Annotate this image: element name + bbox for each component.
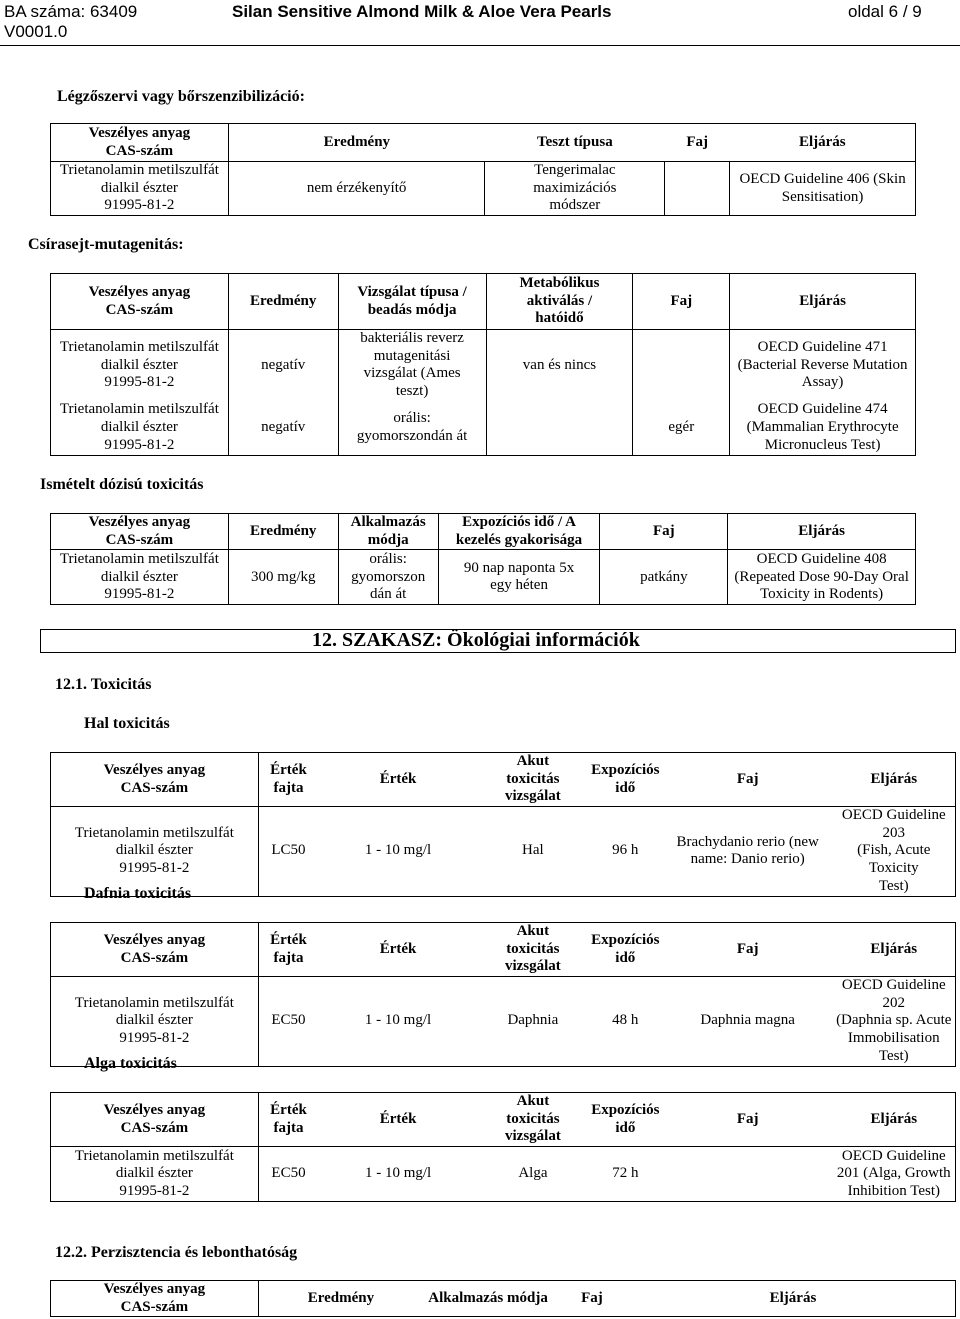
col-application: Alkalmazás módja bbox=[338, 514, 438, 550]
cell-h-exp-1: Expozíciós bbox=[591, 1101, 660, 1118]
col-value bbox=[318, 1093, 478, 1147]
cell-h-exp-2: idő bbox=[615, 779, 636, 796]
cell-h-kind-2: fajta bbox=[273, 1119, 304, 1136]
cell-m2: (Fish, Acute Toxicity bbox=[857, 842, 931, 877]
product-name: Silan Sensitive Almond Milk & Aloe Vera Pearls bbox=[232, 2, 612, 21]
cell-h-cas: CAS-szám bbox=[120, 779, 189, 796]
cell-h-method: Eljárás bbox=[870, 940, 918, 957]
eco-table-title: Hal toxicitás bbox=[84, 715, 170, 732]
cell-exp: 72 h bbox=[612, 1165, 639, 1182]
cell-sp2: name: Danio rerio) bbox=[690, 851, 805, 868]
cell-h-test-1: Akut bbox=[516, 753, 550, 769]
toxicity-subtitle: 12.1. Toxicitás bbox=[55, 676, 152, 693]
cell-h-kind-1: Érték bbox=[270, 761, 307, 778]
col-result: Eredmény bbox=[228, 124, 485, 162]
cell-h-test-2: toxicitás bbox=[506, 1110, 560, 1127]
cell-kind: LC50 bbox=[271, 842, 306, 859]
cell-m3: Immobilisation Test) bbox=[847, 1030, 940, 1064]
table-row: Trietanolamin metilszulfát dialkil észter 91995-81-2 negatív orális: gyomorszondán át egér OECD Guideline 474 (Mammalian Erythrocyte Micronucleus Test) bbox=[51, 401, 916, 456]
col-substance bbox=[51, 1093, 259, 1147]
col-value bbox=[318, 923, 478, 977]
table-row: Trietanolamin metilszulfát dialkil észter 91995-81-2 300 mg/kg orális: gyomorszon dán át 90 nap naponta 5x egy héten patkány OECD Guideline 408 (Repeated Dose 90-Day Oral Toxicity in Rodents) bbox=[51, 550, 916, 605]
cell-m3: Inhibition Test) bbox=[847, 1182, 940, 1199]
col-application: Alkalmazás módja bbox=[423, 1281, 553, 1317]
cell-h-value: Érték bbox=[379, 770, 417, 787]
cell-exp: 96 h bbox=[612, 842, 639, 859]
cell-test: Alga bbox=[518, 1165, 548, 1182]
col-result: Eredmény bbox=[228, 274, 338, 330]
col-value-kind bbox=[258, 1093, 318, 1147]
cell-s2: dialkil észter bbox=[115, 842, 193, 859]
test-type-cell: Tengerimalac maximizációs módszer bbox=[485, 162, 665, 216]
col-test-type: Vizsgálat típusa / beadás módja bbox=[338, 274, 486, 330]
cell-s2: dialkil észter bbox=[115, 1165, 193, 1182]
col-test bbox=[478, 923, 588, 977]
col-species bbox=[663, 753, 833, 807]
cell-s1: Trietanolamin metilszulfát bbox=[74, 994, 234, 1011]
cell-h-species: Faj bbox=[736, 770, 759, 787]
cell-h-substance: Veszélyes anyag bbox=[103, 1101, 206, 1118]
cell-m1: OECD Guideline 203 bbox=[841, 807, 946, 841]
cell-kind: EC50 bbox=[271, 1012, 306, 1029]
result-cell: nem érzékenyítő bbox=[228, 162, 485, 216]
cell-h-test-2: toxicitás bbox=[506, 940, 560, 957]
cell-value: 1 - 10 mg/l bbox=[364, 842, 432, 859]
col-species bbox=[663, 923, 833, 977]
cell-kind: EC50 bbox=[271, 1165, 306, 1182]
cell-cas: 91995-81-2 bbox=[119, 860, 190, 877]
cell-test: Daphnia bbox=[507, 1012, 559, 1029]
cell-h-test-3: vizsgálat bbox=[505, 1128, 561, 1145]
method-cell: OECD Guideline 406 (Skin Sensitisation) bbox=[730, 162, 916, 216]
persistence-table bbox=[50, 1280, 956, 1317]
page-number: oldal 6 / 9 bbox=[848, 2, 922, 21]
table-row bbox=[51, 807, 956, 896]
col-substance: Veszélyes anyag CAS-szám bbox=[51, 1281, 259, 1317]
col-exposure bbox=[588, 1093, 663, 1147]
cell-m3: Test) bbox=[878, 877, 909, 894]
eco-table-title: Dafnia toxicitás bbox=[84, 885, 192, 902]
col-method: Eljárás bbox=[730, 274, 916, 330]
cell-h-value: Érték bbox=[379, 940, 417, 957]
mutagenicity-table bbox=[50, 273, 916, 456]
cell-h-exp-1: Expozíciós bbox=[591, 931, 660, 948]
cell-h-exp-2: idő bbox=[615, 949, 636, 966]
col-exposure bbox=[588, 923, 663, 977]
cell-h-kind-1: Érték bbox=[270, 931, 307, 948]
cell-h-exp-1: Expozíciós bbox=[591, 761, 660, 778]
cell-value: 1 - 10 mg/l bbox=[364, 1165, 432, 1182]
col-method bbox=[833, 753, 956, 807]
col-value bbox=[318, 753, 478, 807]
col-exposure: Expozíciós idő / A kezelés gyakorisága bbox=[438, 514, 600, 550]
cell-value: 1 - 10 mg/l bbox=[364, 1012, 432, 1029]
cell-h-kind-2: fajta bbox=[273, 779, 304, 796]
eco-toxicity-table bbox=[50, 1092, 956, 1202]
table-row bbox=[51, 1147, 956, 1202]
col-substance: Veszélyes anyag CAS-szám bbox=[51, 274, 229, 330]
col-substance: Veszélyes anyag CAS-szám bbox=[51, 124, 229, 162]
cell-m2: 201 (Alga, Growth bbox=[836, 1165, 951, 1182]
col-method: Eljárás bbox=[631, 1281, 956, 1317]
cell-sp1: Daphnia magna bbox=[700, 1012, 795, 1029]
cell-h-method: Eljárás bbox=[870, 1110, 918, 1127]
cell-h-value: Érték bbox=[379, 1110, 417, 1127]
cell-h-test-2: toxicitás bbox=[506, 770, 560, 787]
col-substance bbox=[51, 923, 259, 977]
cell-m1: OECD Guideline bbox=[841, 1147, 946, 1164]
cell-h-substance: Veszélyes anyag bbox=[103, 761, 206, 778]
version: V0001.0 bbox=[4, 22, 68, 41]
col-value-kind bbox=[258, 923, 318, 977]
persistence-title: 12.2. Perzisztencia és lebonthatóság bbox=[55, 1244, 298, 1261]
col-species: Faj bbox=[633, 274, 730, 330]
table-row: Trietanolamin metilszulfát dialkil észter 91995-81-2 negatív bakteriális reverz mutagenitási vizsgálat (Ames teszt) van és nincs OECD Guideline 471 (Bacterial Reverse Mutation Assay) bbox=[51, 330, 916, 401]
species-cell bbox=[665, 162, 730, 216]
eco-toxicity-table bbox=[50, 922, 956, 1067]
cell-h-test-3: vizsgálat bbox=[504, 958, 561, 975]
cell-sp1: Brachydanio rerio (new bbox=[676, 833, 819, 850]
cell-cas: 91995-81-2 bbox=[119, 1182, 190, 1199]
cell-s1: Trietanolamin metilszulfát bbox=[74, 824, 234, 841]
mutagenicity-title: Csírasejt-mutagenitás: bbox=[28, 236, 184, 253]
cell-h-substance: Veszélyes anyag bbox=[103, 931, 206, 948]
cell-s2: dialkil észter bbox=[115, 1012, 193, 1029]
repeated-dose-table bbox=[50, 513, 916, 605]
col-result: Eredmény bbox=[258, 1281, 423, 1317]
cell-h-kind-1: Érték bbox=[270, 1101, 307, 1118]
section-12-title: 12. SZAKASZ: Ökológiai információk bbox=[312, 629, 640, 651]
cell-h-species: Faj bbox=[736, 940, 759, 957]
col-value-kind bbox=[258, 753, 318, 807]
eco-table-title: Alga toxicitás bbox=[84, 1055, 177, 1072]
col-exposure bbox=[588, 753, 663, 807]
col-species bbox=[663, 1093, 833, 1147]
cell-h-species: Faj bbox=[736, 1110, 759, 1127]
col-species: Faj bbox=[553, 1281, 631, 1317]
table-row bbox=[51, 977, 956, 1066]
col-test-type: Teszt típusa bbox=[485, 124, 665, 162]
cell-h-cas: CAS-szám bbox=[120, 949, 189, 966]
col-test bbox=[478, 753, 588, 807]
cell-cas: 91995-81-2 bbox=[119, 1030, 190, 1047]
col-result: Eredmény bbox=[228, 514, 338, 550]
eco-toxicity-table bbox=[50, 752, 956, 897]
repeated-dose-title: Ismételt dózisú toxicitás bbox=[40, 476, 204, 493]
col-method: Eljárás bbox=[730, 124, 916, 162]
col-method: Eljárás bbox=[728, 514, 916, 550]
substance-cell: Trietanolamin metilszulfát dialkil észter 91995-81-2 bbox=[51, 162, 229, 216]
col-substance: Veszélyes anyag CAS-szám bbox=[51, 514, 229, 550]
col-test bbox=[478, 1093, 588, 1147]
cell-h-method: Eljárás bbox=[870, 770, 918, 787]
col-substance bbox=[51, 753, 259, 807]
cell-m2: (Daphnia sp. Acute bbox=[836, 1012, 952, 1029]
cell-h-test-3: vizsgálat bbox=[504, 788, 561, 805]
header-divider bbox=[0, 45, 960, 46]
col-species: Faj bbox=[600, 514, 728, 550]
col-species: Faj bbox=[665, 124, 730, 162]
cell-h-exp-2: idő bbox=[615, 1119, 636, 1136]
cell-h-test-1: Akut bbox=[516, 1093, 550, 1109]
col-metabolic: Metabólikus aktiválás / hatóidő bbox=[486, 274, 633, 330]
sensitisation-table bbox=[50, 123, 916, 216]
ba-number: BA száma: 63409 bbox=[4, 2, 138, 21]
sensitisation-title: Légzőszervi vagy bőrszenzibilizáció: bbox=[57, 88, 305, 105]
col-method bbox=[833, 1093, 956, 1147]
cell-test: Hal bbox=[522, 842, 544, 859]
cell-exp: 48 h bbox=[612, 1012, 639, 1029]
col-method bbox=[833, 923, 956, 977]
cell-s1: Trietanolamin metilszulfát bbox=[74, 1147, 234, 1164]
cell-h-cas: CAS-szám bbox=[120, 1119, 189, 1136]
cell-m1: OECD Guideline 202 bbox=[841, 977, 946, 1011]
cell-h-test-1: Akut bbox=[516, 923, 550, 939]
cell-h-kind-2: fajta bbox=[273, 949, 304, 966]
